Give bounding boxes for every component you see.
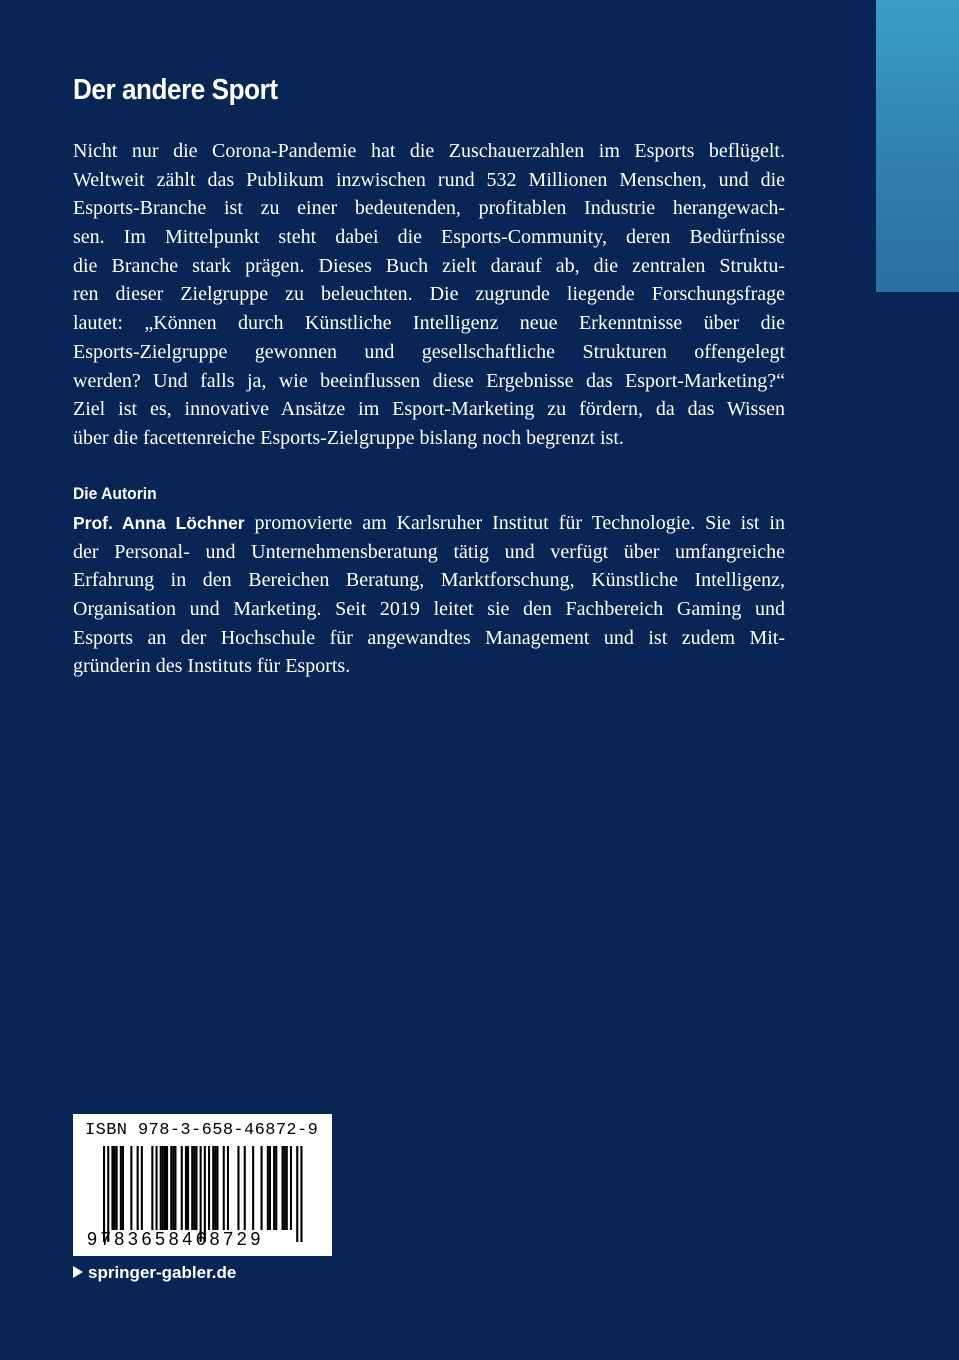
author-bio-line: Organisation und Marketing. Seit 2019 leitet sie den Fachbereich Gaming und (73, 598, 785, 621)
play-triangle-icon (73, 1266, 83, 1278)
barcode-bar (116, 1146, 118, 1230)
barcode-bar (269, 1146, 271, 1230)
barcode-bar (164, 1146, 166, 1230)
isbn-label: ISBN 978-3-658-46872-9 (85, 1121, 319, 1140)
barcode-bar (296, 1146, 298, 1242)
barcode-bar (212, 1146, 214, 1230)
barcode-bar (252, 1146, 254, 1230)
barcode-digits: 9783658468729 (87, 1229, 264, 1249)
barcode-bar (193, 1146, 195, 1230)
barcode-bar (160, 1146, 162, 1230)
description-line: Weltweit zählt das Publikum inzwischen rund 532 Millionen Menschen, und die (73, 168, 785, 191)
author-name: Prof. Anna Löchner (73, 513, 245, 533)
barcode-bar (130, 1146, 132, 1230)
barcode-bar (172, 1146, 174, 1230)
publisher-link[interactable] (73, 1262, 236, 1284)
author-bio (73, 509, 785, 681)
barcode-bar (195, 1146, 197, 1230)
barcode-bar (261, 1146, 263, 1230)
barcode-bar (151, 1146, 153, 1230)
barcode-bar (181, 1146, 183, 1230)
publisher-link-label: springer-gabler.de (88, 1263, 237, 1282)
barcode-bar (282, 1146, 284, 1230)
barcode-bar (111, 1146, 113, 1230)
barcode-bar (191, 1146, 193, 1230)
description-line: lautet: „Können durch Künstliche Intelligenz neue Erkenntnisse über die (73, 312, 785, 335)
barcode-bar (290, 1146, 292, 1230)
barcode-bar (214, 1146, 216, 1230)
barcode-bar (187, 1146, 189, 1230)
author-bio-line: Erfahrung in den Bereichen Beratung, Marktforschung, Künstliche Intelligenz, (73, 569, 785, 592)
barcode-bar (244, 1146, 246, 1230)
barcode-bar (120, 1146, 122, 1230)
description-line: Ziel ist es, innovative Ansätze im Esport-Marketing zu fördern, da das Wissen (73, 398, 785, 421)
description-line: über die facettenreiche Esports-Zielgruppe bislang noch begrenzt ist. (73, 426, 624, 449)
page-title: Der andere Sport (73, 74, 278, 106)
accent-stripe (876, 0, 959, 292)
description-line: Nicht nur die Corona-Pandemie hat die Zuschauerzahlen im Esports beflügelt. (73, 140, 785, 162)
author-bio-line: gründerin des Instituts für Esports. (73, 655, 351, 678)
barcode-bar (208, 1146, 210, 1230)
barcode-bar (156, 1146, 158, 1230)
barcode-bar (166, 1146, 168, 1230)
barcode-bar (185, 1146, 187, 1230)
barcode-bar (300, 1146, 302, 1242)
barcode-bar (286, 1146, 288, 1230)
description-line: ren dieser Zielgruppe zu beleuchten. Die zugrunde liegende Forschungsfrage (73, 283, 785, 306)
description-line: Esports-Branche ist zu einer bedeutenden, profitablen Industrie herangewach- (73, 197, 785, 220)
description-line: sen. Im Mittelpunkt steht dabei die Esports-Community, deren Bedürfnisse (73, 226, 785, 249)
description-line: Esports-Zielgruppe gewonnen und gesellschaftliche Strukturen offengelegt (73, 340, 785, 363)
barcode-bar (223, 1146, 225, 1230)
barcode-bar (122, 1146, 124, 1230)
description-line: werden? Und falls ja, wie beeinflussen diese Ergebnisse das Esport-Marketing?“ (73, 369, 785, 392)
barcode-bar (114, 1146, 116, 1230)
author-bio-text: promovierte am Karlsruher Institut für Technologie. Sie ist in (244, 512, 785, 534)
barcode-bar (273, 1146, 275, 1230)
barcode-bar (216, 1146, 218, 1230)
barcode-bar (267, 1146, 269, 1230)
barcode-bar (174, 1146, 176, 1230)
book-description (73, 137, 785, 453)
author-heading: Die Autorin (73, 484, 157, 503)
barcode (73, 1114, 332, 1256)
barcode-bar (141, 1146, 143, 1230)
barcode-bar (137, 1146, 139, 1230)
author-bio-line: Esports an der Hochschule für angewandtes Management und ist zudem Mit- (73, 626, 785, 649)
barcode-bar (275, 1146, 277, 1230)
author-bio-line: der Personal- und Unternehmensberatung tätig und verfügt über umfangreiche (73, 540, 785, 563)
description-line: die Branche stark prägen. Dieses Buch zielt darauf ab, die zentralen Struktu- (73, 254, 785, 277)
barcode-bar (284, 1146, 286, 1230)
barcode-bar (170, 1146, 172, 1230)
barcode-bar (162, 1146, 164, 1230)
barcode-bar (237, 1146, 239, 1230)
barcode-bar (227, 1146, 229, 1230)
author-bio-line (73, 509, 785, 538)
